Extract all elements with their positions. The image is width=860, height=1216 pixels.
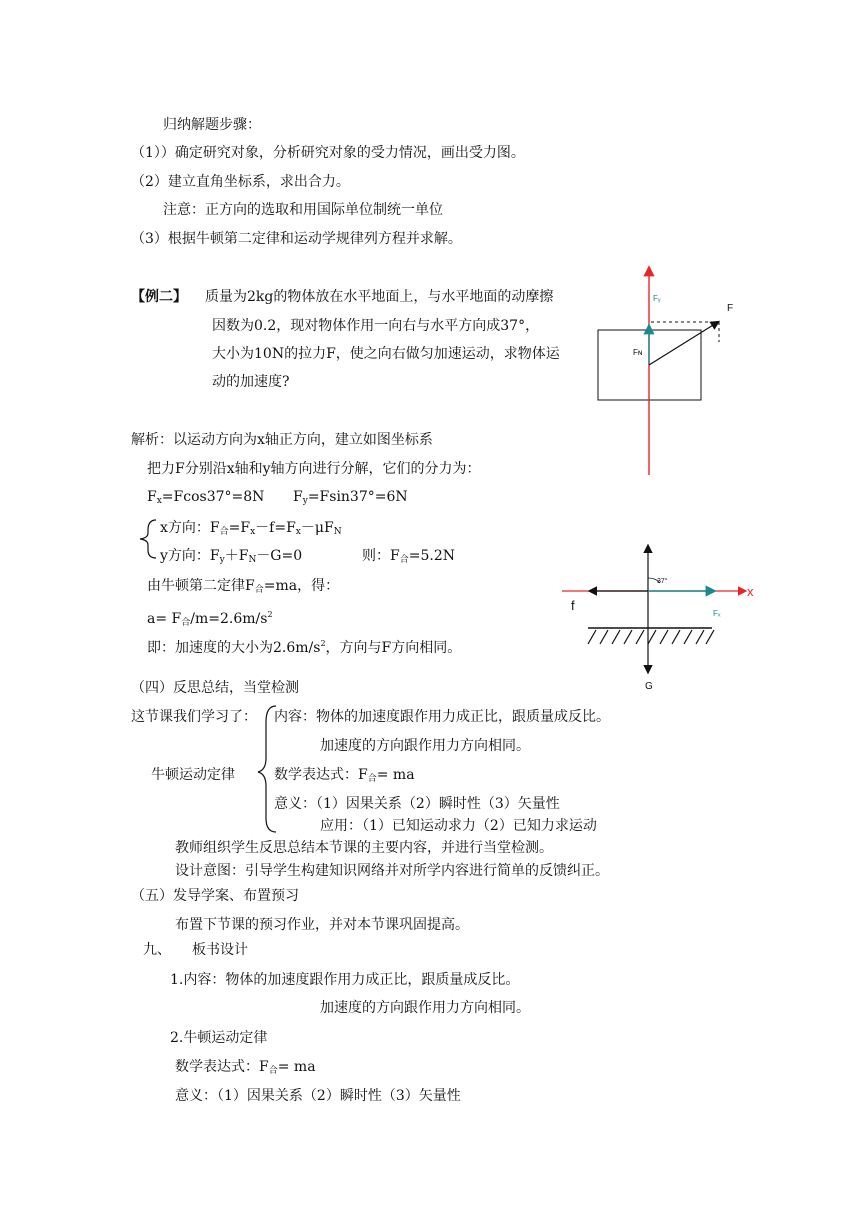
step-2: （2）建立直角坐标系，求出合力。: [131, 174, 350, 190]
angle-label: 37°: [657, 578, 668, 585]
example-line-3: 大小为10N的拉力F，使之向右做匀加速运动，求物体运: [212, 346, 560, 362]
acceleration-equation: a= F合$/m=2.6m/s^2$: [147, 610, 273, 628]
acceleration-result: 即：加速度的大小为$2.6m/s^2$，方向与F方向相同。: [147, 639, 462, 656]
summary-learned: 这节课我们学习了：: [131, 709, 257, 725]
friction-label: f: [571, 598, 575, 613]
summary-law: 牛顿运动定律: [151, 767, 235, 783]
x-direction-equation: x方向：F合=Fx－f=Fx－μFN: [160, 520, 342, 537]
board-law: 2.牛顿运动定律: [170, 1030, 268, 1046]
summary-teacher: 教师组织学生反思总结本节课的主要内容，并进行当堂检测。: [175, 840, 553, 856]
board-formula: 数学表达式：F合= ma: [175, 1059, 316, 1076]
homework-text: 布置下节课的预习作业，并对本节课巩固提高。: [175, 917, 469, 933]
fx-label: Fₓ: [713, 609, 721, 618]
example-line-2: 因数为0.2，现对物体作用一向右与水平方向成37°，: [212, 318, 540, 334]
summary-apply: 应用：（1）已知运动求力（2）已知力求运动: [320, 818, 597, 834]
y-direction-equation: y方向：Fy＋FN－G=0: [160, 548, 303, 565]
steps-title: 归纳解题步骤：: [163, 117, 261, 133]
homework-title: （五）发导学案、布置预习: [131, 888, 299, 904]
summary-content-1: 内容：物体的加速度跟作用力成正比，跟质量成反比。: [274, 709, 610, 725]
fy-equation: Fy=Fsin37°=6N: [293, 489, 408, 506]
summary-content-2: 加速度的方向跟作用力方向相同。: [320, 738, 530, 754]
step-1: （1））确定研究对象，分析研究对象的受力情况，画出受力图。: [131, 145, 525, 161]
step-note: 注意：正方向的选取和用国际单位制统一单位: [163, 202, 443, 218]
example-line-1: 质量为2kg的物体放在水平地面上，与水平地面的动摩擦: [205, 289, 554, 305]
solution-line-1: 解析：以运动方向为x轴正方向，建立如图坐标系: [131, 432, 433, 448]
gravity-label: G: [645, 681, 653, 692]
newton-second-law: 由牛顿第二定律F合=ma，得：: [147, 578, 340, 595]
fy-label: Fᵧ: [653, 294, 661, 303]
board-title: 九、 板书设计: [143, 942, 248, 958]
step-3: （3）根据牛顿第二定律和运动学规律列方程并求解。: [131, 231, 462, 247]
board-content-1: 1.内容：物体的加速度跟作用力成正比，跟质量成反比。: [170, 972, 520, 988]
summary-meaning: 意义：（1）因果关系（2）瞬时性（3）矢量性: [274, 796, 560, 812]
example-line-4: 动的加速度?: [212, 374, 290, 390]
x-axis-label: x: [747, 584, 754, 599]
fn-label: Fɴ: [633, 348, 643, 357]
summary-intent: 设计意图：引导学生构建知识网络并对所学内容进行简单的反馈纠正。: [175, 863, 609, 879]
fx-equation: Fx=Fcos37°=8N: [147, 489, 265, 506]
board-content-2: 加速度的方向跟作用力方向相同。: [320, 1000, 530, 1016]
summary-title: （四）反思总结，当堂检测: [131, 680, 299, 696]
summary-formula: 数学表达式：F合= ma: [274, 767, 415, 784]
example-tag: 【例二】: [131, 289, 187, 305]
f-label: F: [727, 303, 734, 314]
solution-line-2: 把力F分别沿x轴和y轴方向进行分解，它们的分力为：: [147, 461, 481, 477]
net-force-result: 则：F合=5.2N: [362, 548, 455, 565]
board-meaning: 意义：（1）因果关系（2）瞬时性（3）矢量性: [175, 1088, 461, 1104]
